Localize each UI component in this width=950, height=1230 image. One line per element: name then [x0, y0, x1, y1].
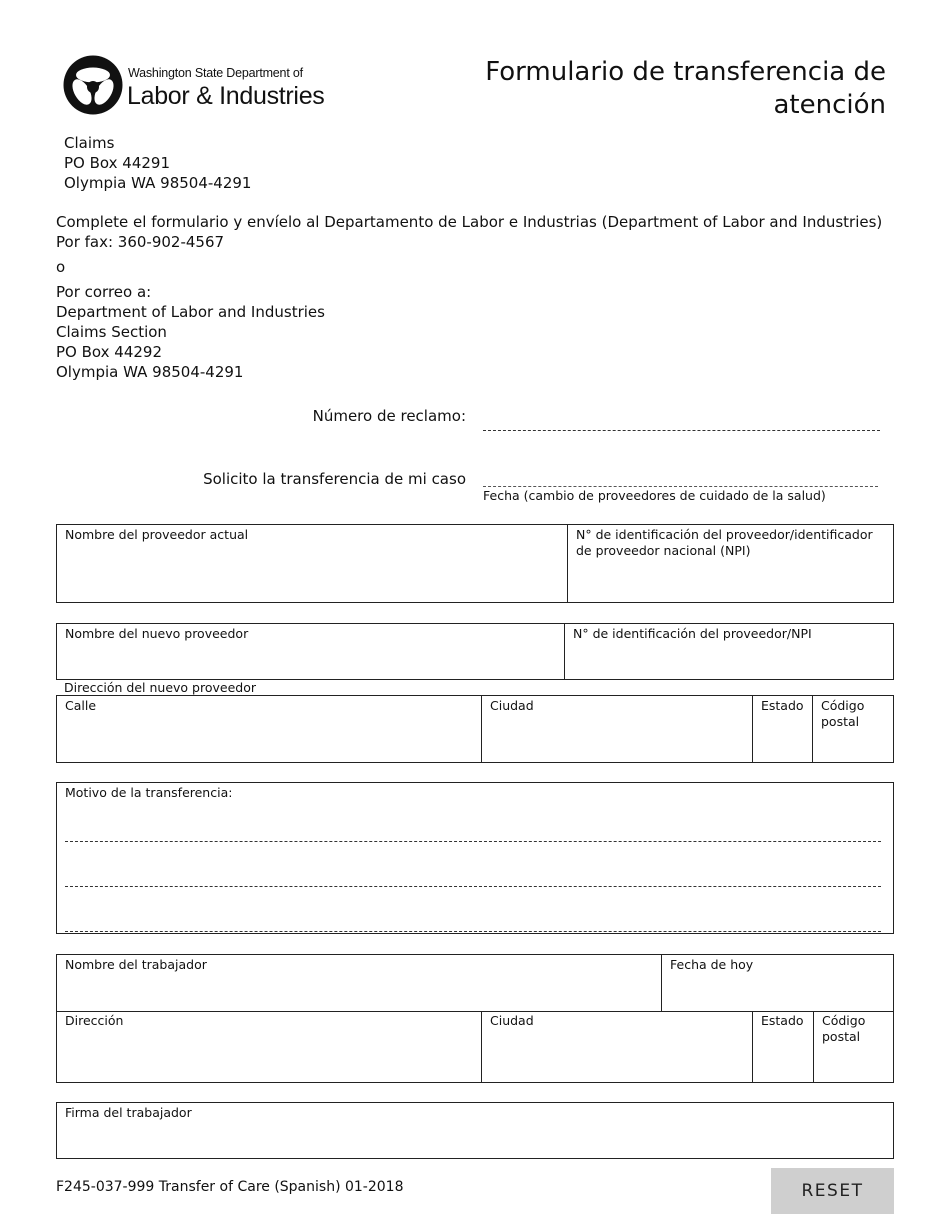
- new-provider-city-field[interactable]: [481, 696, 752, 762]
- reason-label: Motivo de la transferencia:: [65, 785, 233, 800]
- current-provider-id-field[interactable]: [567, 525, 893, 602]
- current-provider-box: [56, 524, 894, 603]
- state-label: Estado: [761, 698, 804, 713]
- worker-city-label: Ciudad: [490, 1013, 534, 1028]
- form-id: F245-037-999 Transfer of Care (Spanish) 01-2018: [56, 1179, 404, 1195]
- new-provider-id-label: N° de identificación del proveedor/NPI: [573, 626, 812, 641]
- claim-number-label: Número de reclamo:: [312, 407, 466, 425]
- logo-name-text: Labor & Industries: [127, 82, 325, 110]
- reason-line[interactable]: [65, 878, 881, 887]
- current-provider-name-label: Nombre del proveedor actual: [65, 527, 249, 542]
- today-date-label: Fecha de hoy: [670, 957, 754, 972]
- transfer-request-label: Solicito la transferencia de mi caso: [203, 470, 466, 488]
- claims-address: [64, 133, 251, 193]
- new-provider-name-field[interactable]: [57, 624, 564, 679]
- worker-address-field[interactable]: [57, 1011, 481, 1082]
- mail-address-line: Claims Section: [56, 323, 167, 341]
- worker-row-1: [57, 955, 893, 1012]
- reason-line[interactable]: [65, 923, 881, 932]
- mail-label: Por correo a:: [56, 283, 152, 301]
- new-provider-state-field[interactable]: [752, 696, 812, 762]
- logo-dept-text: Washington State Department of: [128, 66, 303, 80]
- worker-zip-field[interactable]: [813, 1011, 893, 1082]
- fax-line: Por fax: 360-902-4567: [56, 233, 225, 251]
- worker-box: [56, 954, 894, 1083]
- new-provider-box: [56, 623, 894, 680]
- worker-zip-label: Código postal: [822, 1013, 866, 1044]
- mail-address-line: PO Box 44292: [56, 343, 162, 361]
- mail-address-line: Olympia WA 98504-4291: [56, 363, 244, 381]
- claim-number-field[interactable]: [483, 412, 880, 431]
- lni-logo-mark: [62, 54, 124, 116]
- current-provider-id-label: N° de identificación del proveedor/identificador de proveedor nacional (NPI): [576, 527, 873, 558]
- claims-address-line: Olympia WA 98504-4291: [64, 174, 252, 192]
- reason-box: [56, 782, 894, 934]
- lni-logo: [62, 52, 332, 118]
- worker-name-field[interactable]: [57, 955, 661, 1011]
- current-provider-name-field[interactable]: [57, 525, 567, 602]
- worker-address-label: Dirección: [65, 1013, 124, 1028]
- worker-signature-label: Firma del trabajador: [65, 1105, 192, 1120]
- worker-signature-field[interactable]: [56, 1102, 894, 1159]
- worker-name-label: Nombre del trabajador: [65, 957, 207, 972]
- new-provider-id-field[interactable]: [564, 624, 893, 679]
- zip-label: Código postal: [821, 698, 865, 729]
- city-label: Ciudad: [490, 698, 534, 713]
- reset-button[interactable]: RESET: [771, 1168, 894, 1214]
- page-title: Formulario de transferencia de atención: [485, 57, 886, 120]
- street-label: Calle: [65, 698, 97, 713]
- claims-address-line: Claims: [64, 134, 115, 152]
- new-provider-address-heading: Dirección del nuevo proveedor: [64, 680, 256, 695]
- transfer-date-field[interactable]: [483, 470, 878, 487]
- today-date-field[interactable]: [661, 955, 893, 1011]
- worker-row-2: [57, 1011, 893, 1082]
- instructions: [56, 212, 882, 382]
- new-provider-street-field[interactable]: [57, 696, 481, 762]
- new-provider-zip-field[interactable]: [812, 696, 893, 762]
- worker-state-field[interactable]: [752, 1011, 813, 1082]
- new-provider-name-label: Nombre del nuevo proveedor: [65, 626, 249, 641]
- transfer-date-caption: Fecha (cambio de proveedores de cuidado de la salud): [483, 488, 826, 503]
- reason-line[interactable]: [65, 833, 881, 842]
- worker-state-label: Estado: [761, 1013, 804, 1028]
- or-text: o: [56, 258, 66, 276]
- mail-address-line: Department of Labor and Industries: [56, 303, 325, 321]
- instructions-intro: Complete el formulario y envíelo al Departamento de Labor e Industrias (Department of Labor and Industries): [56, 213, 883, 231]
- new-provider-address-box: [56, 695, 894, 763]
- claims-address-line: PO Box 44291: [64, 154, 170, 172]
- worker-city-field[interactable]: [481, 1011, 752, 1082]
